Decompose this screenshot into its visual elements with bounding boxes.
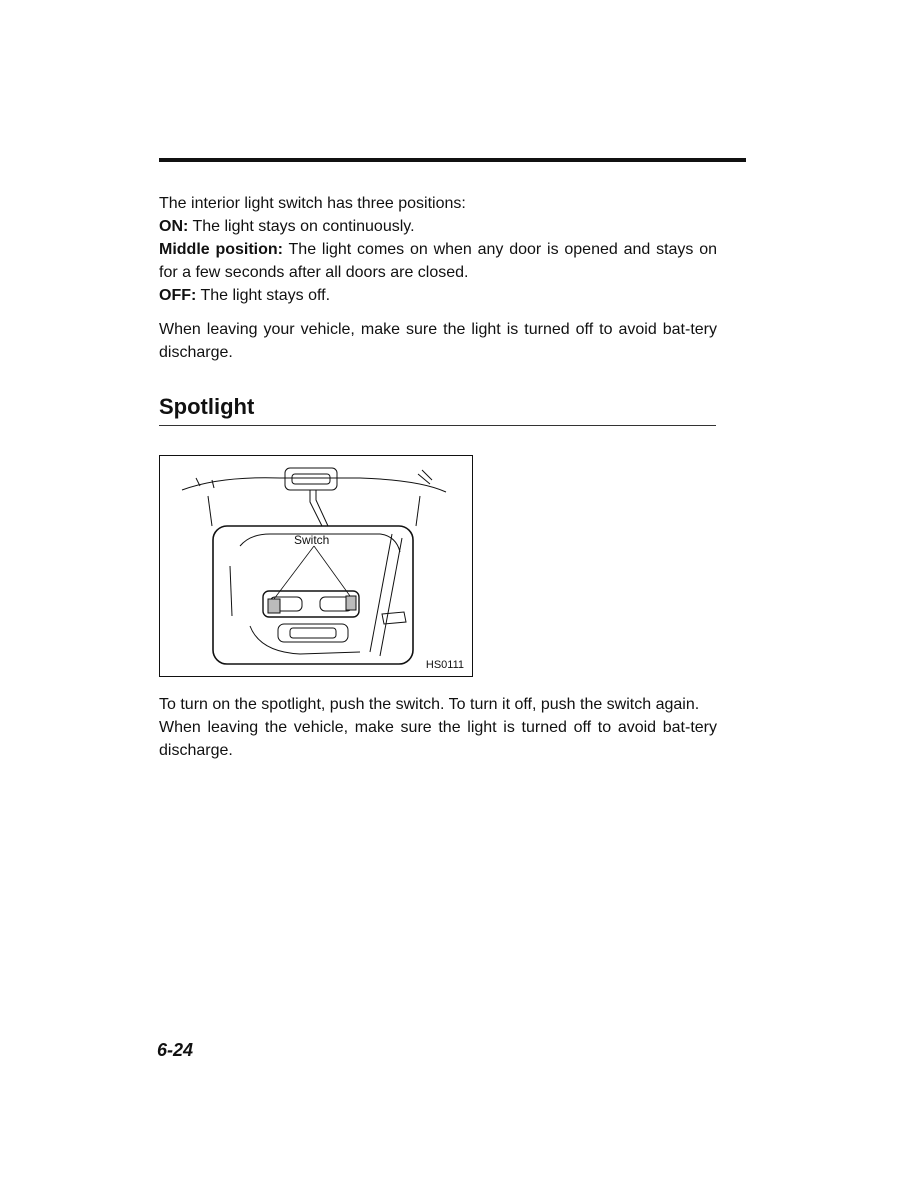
intro-line: The interior light switch has three positions:	[159, 195, 466, 212]
middle-position	[159, 238, 717, 284]
middle-text: The light comes on when any door is opened and stays on for a few seconds after all doors are closed.	[159, 241, 718, 281]
section-heading-spotlight: Spotlight	[159, 393, 716, 426]
figure-code: HS0111	[425, 659, 464, 671]
on-label: ON:	[159, 218, 189, 235]
interior-warning-text: When leaving your vehicle, make sure the light is turned off to avoid bat-tery discharge.	[159, 321, 717, 361]
interior-light-description	[159, 192, 717, 307]
on-text: The light stays on continuously.	[188, 218, 415, 235]
middle-label: Middle position:	[159, 241, 284, 258]
switch-callout-label: Switch	[294, 533, 330, 547]
spotlight-figure	[159, 455, 473, 677]
on-position	[159, 215, 717, 238]
off-position	[159, 284, 717, 307]
spotlight-instructions	[159, 693, 717, 762]
top-rule	[159, 158, 746, 162]
spotlight-illustration	[160, 456, 472, 676]
page-number: 6-24	[157, 1040, 194, 1060]
spotlight-warning-text: When leaving the vehicle, make sure the light is turned off to avoid bat-tery discharge.	[159, 719, 717, 759]
spotlight-usage-text: To turn on the spotlight, push the switch. To turn it off, push the switch again.	[159, 696, 700, 713]
interior-light-warning	[159, 318, 717, 364]
off-text: The light stays off.	[196, 287, 331, 304]
off-label: OFF:	[159, 287, 197, 304]
